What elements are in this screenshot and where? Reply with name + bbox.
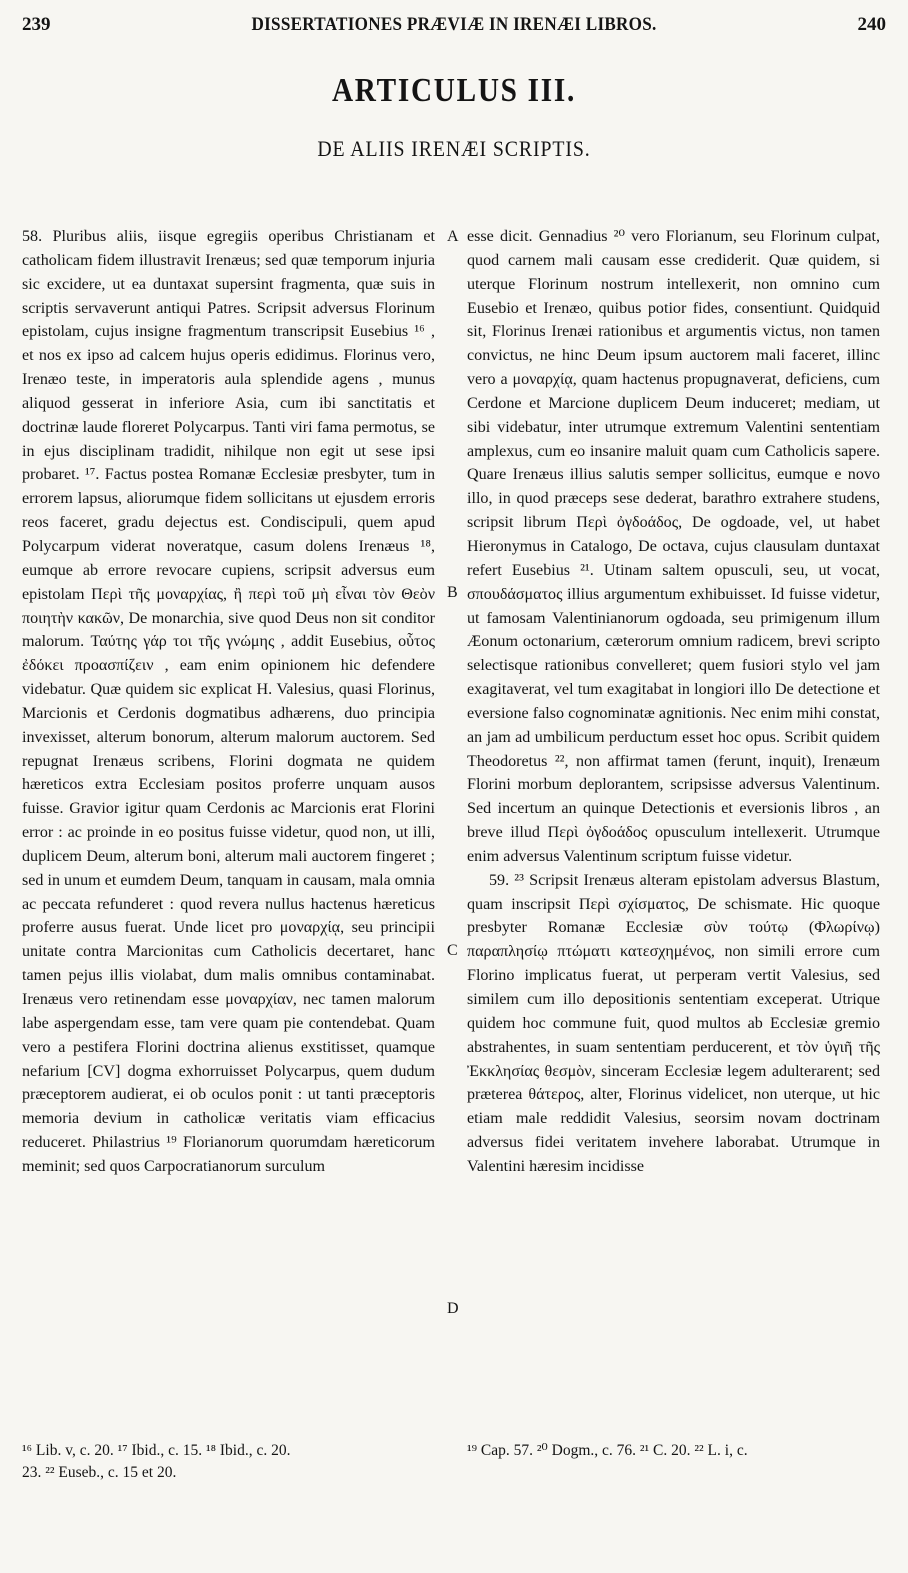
left-column: [22, 225, 435, 1179]
running-head: [22, 14, 886, 48]
paragraph-59: 59. ²³ Scripsit Irenæus alteram epistolam adversus Blastum, quam inscripsit Περὶ σχίσματος, De schismate. Hic quoque presbyter Romanæ Ecclesiæ σὺν τούτῳ (Φλωρίνῳ) παραπλησίῳ πτώματι κατεσχημένος, non simili errore cum Florino implicatus fuerat, ut perperam vertit Valesius, sed similem cum illo depositionis sententiam exceperat. Utrique quidem hoc commune fuit, quod multos ab Ecclesiæ gremio abstrahentes, in suam sententiam perducerent, et τὸν ὑγιῆ τῆς Ἐκκλησίας θεσμὸν, sinceram Ecclesiæ legem adulterarent; sed præterea θάτερος, alter, Florinus videlicet, non uterque, ut hic etiam male reddidit Valesius, seorsim novam doctrinam adversus fidei veritatem invehere laborabat. Utrumque in Valentini hæresim incidisse: [467, 871, 880, 1175]
right-column: [467, 225, 880, 1179]
footnotes-left-line2: 23. ²² Euseb., c. 15 et 20.: [22, 1464, 177, 1481]
article-heading: ARTICULUS III.: [331, 72, 577, 109]
page-number-left: 239: [22, 14, 51, 35]
footnotes-left-line1: ¹⁶ Lib. v, c. 20. ¹⁷ Ibid., c. 15. ¹⁸ Ibid., c. 20.: [22, 1442, 291, 1459]
page-number-right: 240: [857, 14, 886, 35]
margin-marker-c: C: [447, 942, 458, 959]
article-subtitle: DE ALIIS IRENÆI SCRIPTIS.: [317, 136, 591, 161]
footnotes-right-line1: ¹⁹ Cap. 57. ²⁰ Dogm., c. 76. ²¹ C. 20. ²² L. i, c.: [467, 1442, 748, 1459]
running-title: DISSERTATIONES PRÆVIÆ IN IRENÆI LIBROS.: [251, 14, 657, 35]
paragraph-58: 58. Pluribus aliis, iisque egregiis operibus Christianam et catholicam fidem illustravit Irenæus; sed quæ temporum injuria sic excidere, ut ea duntaxat supersint fragmenta, quæ suis in scriptis servaverunt antiqui Patres. Scripsit adversus Florinum epistolam, cujus insigne fragmentum transcripsit Eusebius ¹⁶ , et nos ex ipso ad calcem hujus operis edidimus. Florinus vero, Irenæo teste, in imperatoris aula splendide agens , munus aliquod gesserat in inferiore Asia, cum ibi sanctitatis et doctrinæ laude floreret Polycarpus. Tanti viri fama permotus, se in ejus disciplinam tradidit, nihilque non egit ut sese ipsi probaret. ¹⁷. Factus postea Romanæ Ecclesiæ presbyter, tum in errorem lapsus, aliorumque fidem sollicitans ut ejusdem erroris reos faceret, gradu dejectus est. Condiscipuli, quem apud Polycarpum viderat noveratque, casum dolens Irenæus ¹⁸, eumque ab errore revocare cupiens, scripsit adversus eum epistolam Περὶ τῆς μοναρχίας, ἢ περὶ τοῦ μὴ εἶναι τὸν Θεὸν ποιητὴν κακῶν, De monarchia, sive quod Deus non sit conditor malorum. Ταύτης γάρ τοι τῆς γνώμης , addit Eusebius, οὗτος ἐδόκει προασπίζειν , eam enim opinionem hic defendere videbatur. Quæ quidem sic explicat H. Valesius, quasi Florinus, Marcionis et Cerdonis dogmatibus adhærens, duo principia invexisset, alterum bonorum, alterum malorum auctorem. Sed repugnat Irenæus scribens, Florini dogmata ne quidem hæreticos extra Ecclesiam positos proferre unquam ausos fuisse. Gravior igitur quam Cerdonis ac Marcionis erat Florini error : ac proinde in eo positus fuisse videtur, quod non, ut illi, duplicem Deum, alterum boni, alterum mali auctorem fingeret ; sed in unum et eumdem Deum, tanquam in causam, mala omnia ac peccata refunderet : quod revera nullus hactenus hæreticus proferre ausus fuerat. Unde licet pro μοναρχίᾳ, seu principii unitate contra Marcionitas cum Catholicis decertaret, hanc tamen pejus illis violabat, dum malis omnibus contaminabat. Irenæus vero retinendam esse μοναρχίαν, nec tamen malorum labe aspergendam esse, tam vere quam pie contendebat. Quam vero a pestifera Florini doctrina alienus exstitisset, quamque nefarium [CV] dogma exhorruisset Polycarpus, quem dudum præceptorem audierat, ei ob oculos ponit : ut tanti præceptoris memoria devium in catholicæ veritatis viam efficacius reduceret. Philastrius ¹⁹ Florianorum quorumdam hæreticorum meminit; sed quos Carpocratianorum surculum: [22, 228, 435, 1175]
margin-marker-a: A: [447, 228, 459, 245]
paragraph-58-continued: esse dicit. Gennadius ²⁰ vero Florianum, seu Florinum culpat, quod carnem mali causam esse crediderit. Quæ quidem, si uterque Florinum nostrum intellexerit, non omnino cum Eusebio et Irenæo, quibus potior fides, consentiunt. Quidquid sit, Florinus Irenæi rationibus et argumentis victus, non tamen convictus, ne hinc Deum ipsum auctorem mali faceret, illinc vero a μοναρχίᾳ, quam hactenus propugnaverat, deficiens, cum Cerdone et Marcione duplicem Deum induceret; mediam, ut sibi videbatur, inter utrumque extremum Valentini sententiam amplexus, cum eo insanire maluit quam cum Catholicis sapere. Quare Irenæus illius salutis semper sollicitus, eumque e novo illo, in quod præceps sese dederat, barathro extrahere studens, scripsit librum Περὶ ὀγδοάδος, De ogdoade, vel, ut habet Hieronymus in Catalogo, De octava, cujus clausulam duntaxat refert Eusebius ²¹. Utinam saltem opusculi, seu, ut vocat, σπουδάσματος illius argumentum exhibuisset. Id fuisse videtur, ut famosam Valentinianorum ogdoada, seu primigenum illum Æonum octonarium, cæterorum omnium radicem, brevi scripto selectisque rationibus convelleret; quem fusiori stylo vel jam exagitaverat, vel tum exagitabat in longiori illo De detectione et eversione falso cognominatæ agnitionis. Nec enim mihi constat, an jam ad umbilicum perductum esset hoc opus. Scribit quidem Theodoretus ²², non affirmat tamen (ferunt, inquit), Irenæum Florini morbum deplorantem, scripsisse adversus Valentinum. Sed incertum an quinque Detectionis et eversionis libros , an breve illud Περὶ ὀγδοάδος opusculum intellexerit. Utrumque enim adversus Valentinum scriptum fuisse videtur.: [467, 228, 880, 865]
margin-marker-b: B: [447, 584, 458, 601]
margin-marker-d: D: [447, 1300, 459, 1317]
